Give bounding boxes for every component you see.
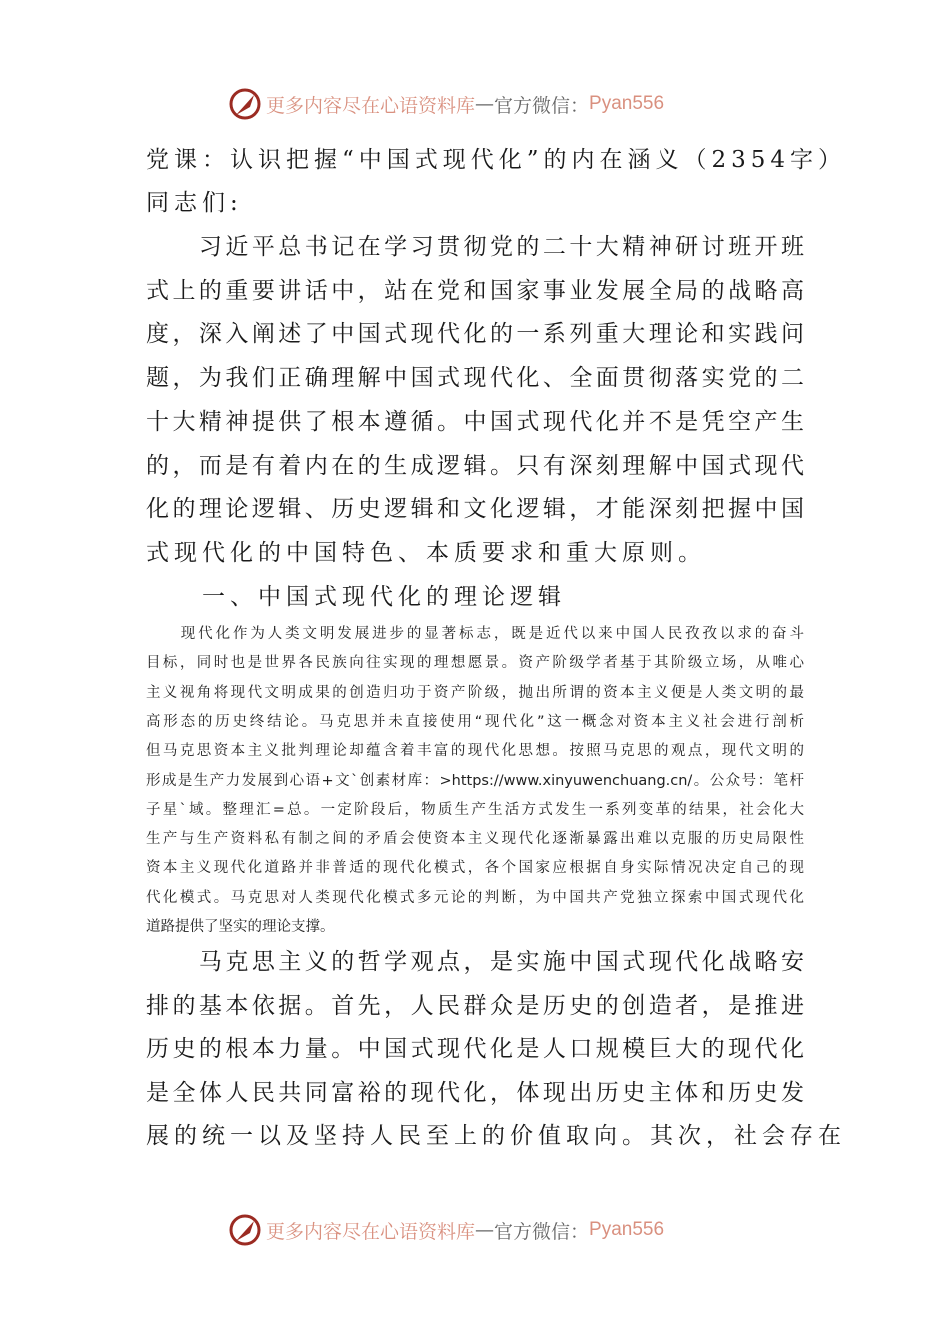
watermark-id: Pyan556 <box>589 93 665 114</box>
text-line: 高形态的历史终结论。马克思并未直接使用“现代化”这一概念对资本主义社会进行剖析 <box>146 713 804 730</box>
text-line: 十大精神提供了根本遵循。中国式现代化并不是凭空产生 <box>146 408 804 435</box>
text-line: 马克思主义的哲学观点，是实施中国式现代化战略安 <box>146 949 804 975</box>
watermark-sep: — <box>475 93 495 115</box>
watermark-sep: — <box>475 1219 495 1241</box>
text-line: 现代化作为人类文明发展进步的显著标志，既是近代以来中国人民孜孜以求的奋斗 <box>146 626 804 642</box>
text-line: 排的基本依据。首先，人民群众是历史的创造者，是推进 <box>146 992 804 1019</box>
header-watermark <box>228 86 718 122</box>
text-line: 化的理论逻辑、历史逻辑和文化逻辑，才能深刻把握中国 <box>146 496 804 523</box>
text-line: 道路提供了坚实的理论支撑。 <box>146 919 335 935</box>
watermark-label: 官方微信： <box>494 1220 590 1243</box>
text-line: 生产与生产资料私有制之间的矛盾会使资本主义现代化逐渐暴露出难以克服的历史局限性 <box>146 831 804 848</box>
text-line: 主义视角将现代文明成果的创造归功于资产阶级，抛出所谓的资本主义便是人类文明的最 <box>146 684 804 701</box>
text-line: 目标，同时也是世界各民族向往实现的理想愿景。资产阶级学者基于其阶级立场，从唯心 <box>146 655 804 672</box>
watermark-label: 官方微信： <box>494 94 590 117</box>
text-line: 子星`域。整理汇=总。一定阶段后，物质生产生活方式发生一系列变革的结果，社会化大 <box>146 801 804 818</box>
text-line: 式现代化的中国特色、本质要求和重大原则。 <box>146 539 706 566</box>
text-line: 题，为我们正确理解中国式现代化、全面贯彻落实党的二 <box>146 365 804 392</box>
text-line: 式上的重要讲话中，站在党和国家事业发展全局的战略高 <box>146 277 804 304</box>
watermark-brand: 更多内容尽在心语资料库 <box>266 1220 476 1243</box>
text-line: 度，深入阐述了中国式现代化的一系列重大理论和实践问 <box>146 321 804 348</box>
footer-watermark <box>228 1212 718 1248</box>
text-line: 展的统一以及坚持人民至上的价值取向。其次，社会存在 <box>146 1123 846 1149</box>
watermark-id: Pyan556 <box>589 1219 665 1240</box>
text-line: 习近平总书记在学习贯彻党的二十大精神研讨班开班 <box>146 234 804 260</box>
text-line: 历史的根本力量。中国式现代化是人口规模巨大的现代化 <box>146 1036 804 1062</box>
greeting: 同志们: <box>146 190 243 216</box>
text-line: 但马克思资本主义批判理论却蕴含着丰富的现代化思想。按照马克思的观点，现代文明的 <box>146 743 804 760</box>
text-line: 是全体人民共同富裕的现代化，体现出历史主体和历史发 <box>146 1079 804 1106</box>
quill-logo-icon <box>228 87 262 121</box>
document-title: 党课：认识把握“中国式现代化”的内在涵义（2354字） <box>146 147 847 173</box>
text-line: 的，而是有着内在的生成逻辑。只有深刻理解中国式现代 <box>146 452 804 479</box>
quill-logo-icon <box>228 1213 262 1247</box>
text-line: 形成是生产力发展到心语+文`创素材库：>https://www.xinyuwenchuang.cn/。公众号：笔杆 <box>146 772 804 789</box>
section-heading: 一、中国式现代化的理论逻辑 <box>146 584 566 610</box>
text-line: 代化模式。马克思对人类现代化模式多元论的判断，为中国共产党独立探索中国式现代化 <box>146 889 804 906</box>
text-line: 资本主义现代化道路并非普适的现代化模式，各个国家应根据自身实际情况决定自己的现 <box>146 860 804 877</box>
watermark-brand: 更多内容尽在心语资料库 <box>266 94 476 117</box>
